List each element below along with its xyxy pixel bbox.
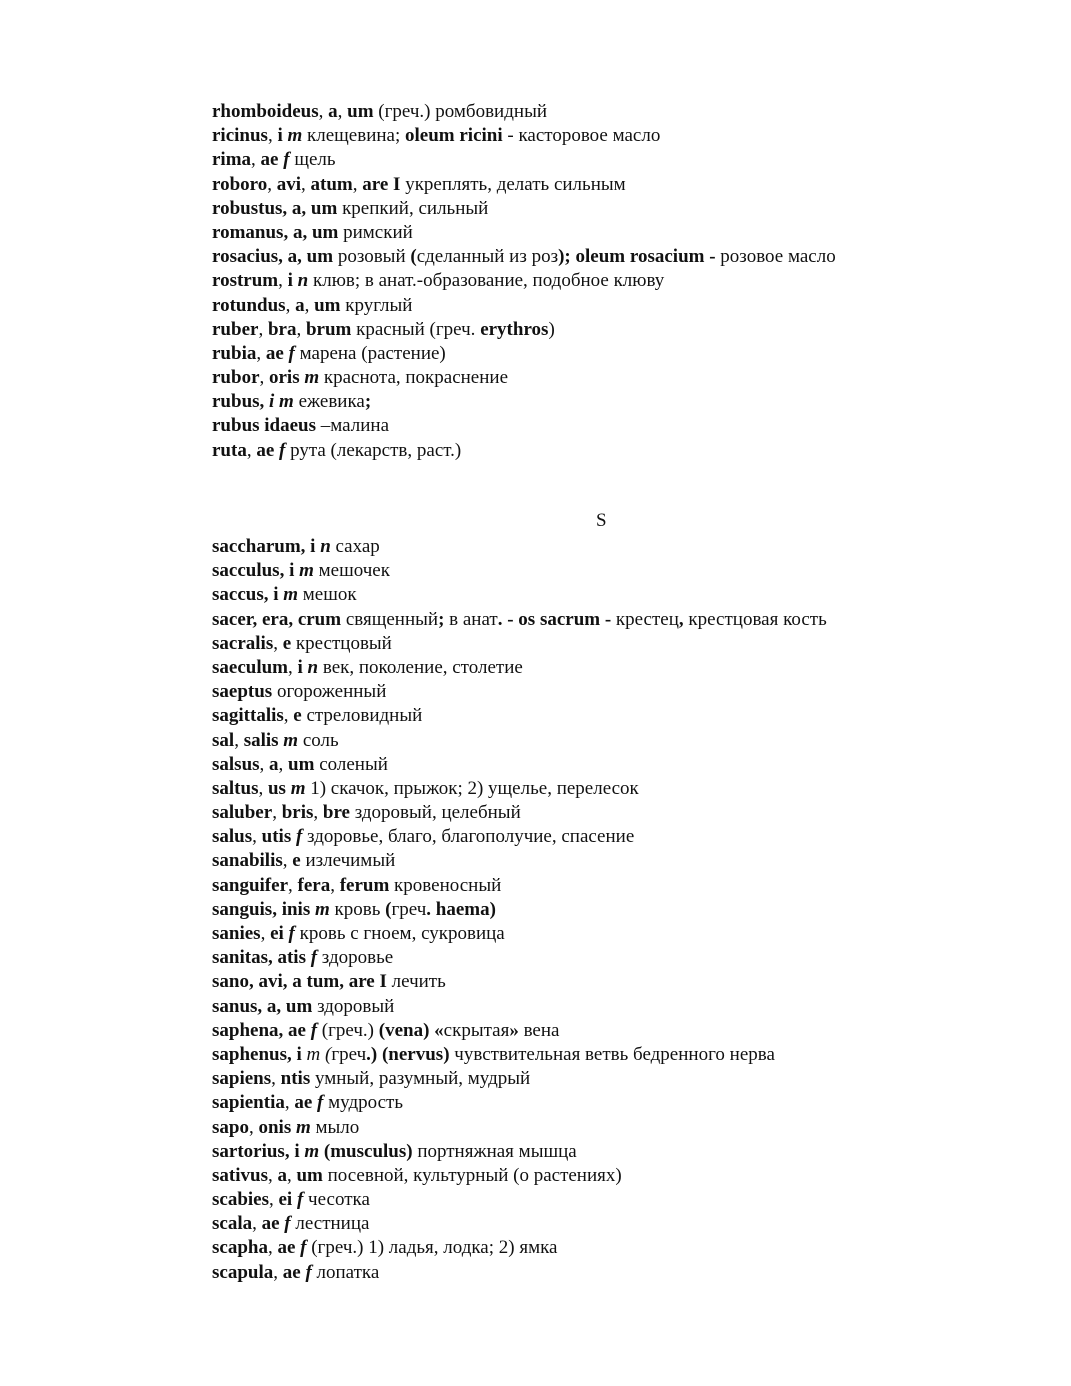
entry-segment: avi	[276, 173, 302, 195]
entry-segment: . haema)	[426, 898, 496, 920]
entry-segment: ;	[438, 608, 445, 630]
entry-segment: ,	[278, 270, 288, 292]
dictionary-entry	[212, 1091, 992, 1115]
dictionary-entry	[212, 221, 992, 245]
dictionary-entry	[212, 1019, 992, 1043]
entry-segment: кровь с гноем, сукровица	[294, 923, 505, 944]
entry-segment: m	[304, 367, 320, 389]
entry-segment: ae	[260, 149, 284, 171]
entry-segment: ,	[352, 173, 363, 195]
entry-segment: кровь	[329, 898, 386, 920]
entry-segment: sapientia	[212, 1092, 285, 1114]
dictionary-entry	[212, 898, 992, 922]
entry-segment: ei	[270, 923, 289, 944]
entry-segment: f	[305, 1261, 312, 1283]
dictionary-entry	[212, 922, 992, 946]
entry-segment: греч	[331, 1043, 367, 1065]
entry-segment: sacer, era, crum	[212, 608, 342, 630]
entry-segment: m (	[306, 1043, 332, 1065]
entry-segment: ,	[248, 1116, 259, 1138]
entry-segment: ae	[265, 342, 289, 364]
entry-segment: римский	[338, 221, 413, 243]
entry-segment: ,	[285, 294, 296, 316]
entry-segment: e	[282, 632, 292, 654]
entry-segment: сделанный из роз	[416, 246, 559, 268]
entry-segment: sano, avi, a tum, are I	[212, 971, 387, 993]
dictionary-entry	[212, 173, 992, 197]
entry-segment: ricinus	[212, 125, 268, 147]
entry-segment: bre	[322, 802, 350, 824]
dictionary-entry	[212, 583, 992, 607]
entry-segment: ,	[273, 1261, 283, 1283]
dictionary-entry	[212, 1164, 992, 1188]
entry-segment: saccus, i	[212, 584, 284, 606]
entry-segment: m	[295, 1116, 311, 1138]
entry-segment: m	[299, 560, 314, 582]
entry-segment: rubus idaeus	[212, 415, 317, 437]
entry-segment: ,	[252, 1213, 262, 1235]
entry-segment: крестцовый	[291, 632, 392, 654]
entry-segment: скрытая	[443, 1019, 510, 1041]
dictionary-entry	[212, 1140, 992, 1164]
entry-segment: здоровый	[312, 995, 395, 1017]
entry-segment: клюв; в анат.-образование, подобное клюву	[308, 270, 665, 292]
entry-segment: ,	[251, 149, 261, 171]
entry-segment: ae	[261, 1213, 285, 1235]
entry-segment: e	[292, 850, 301, 872]
entry-segment: scabies	[212, 1189, 269, 1211]
entry-segment: a	[295, 294, 305, 316]
entry-segment: sacralis	[212, 632, 274, 654]
entry-segment: ,	[267, 1164, 278, 1186]
entry-segment: sanitas, atis	[212, 947, 311, 969]
entry-segment: ,	[330, 874, 340, 896]
entry-segment: brum	[305, 318, 352, 340]
entry-segment: ,	[252, 826, 262, 848]
entry-segment: onis	[258, 1116, 296, 1138]
entry-segment: f	[317, 1092, 324, 1114]
entry-segment: e	[293, 705, 302, 727]
entry-segment: ,	[337, 101, 348, 122]
entry-segment: .) (nervus)	[366, 1043, 450, 1065]
dictionary-entry	[212, 801, 992, 825]
entry-segment: sativus	[212, 1164, 268, 1186]
entry-segment: соль	[298, 729, 339, 751]
entry-segment: ,	[678, 608, 684, 630]
dictionary-entry	[212, 729, 992, 753]
entry-segment: розовое масло	[715, 246, 836, 268]
dictionary-entry	[212, 124, 992, 148]
entry-segment: utis	[261, 826, 296, 848]
entry-segment: f	[300, 1237, 307, 1259]
entry-segment: um	[347, 101, 374, 122]
entry-segment: ntis	[280, 1068, 311, 1090]
entry-segment: здоровье	[317, 947, 394, 969]
entry-segment: умный, разумный, мудрый	[310, 1068, 531, 1090]
entry-segment: a	[328, 101, 338, 122]
dictionary-entry	[212, 318, 992, 342]
entry-segment: scapula	[212, 1261, 274, 1283]
entry-segment: ,	[288, 656, 298, 678]
entry-segment: us	[267, 777, 291, 799]
entry-segment: ); oleum rosacium -	[558, 246, 716, 268]
entry-segment: красный (греч.	[351, 318, 481, 340]
entry-segment: - касторовое масло	[502, 125, 661, 147]
entry-segment: ,	[267, 125, 278, 147]
entry-segment: (vena) «	[378, 1019, 444, 1041]
entry-segment: огороженный	[272, 681, 387, 703]
entry-segment: ,	[288, 874, 298, 896]
entry-segment: ,	[258, 777, 268, 799]
entry-segment: saluber	[212, 802, 273, 824]
dictionary-entry	[212, 559, 992, 583]
entry-segment: rotundus	[212, 294, 286, 316]
entry-segment: sanabilis	[212, 850, 283, 872]
dictionary-entry	[212, 1067, 992, 1091]
dictionary-entry	[212, 874, 992, 898]
entry-segment: в анат	[444, 608, 498, 630]
entry-segment: ,	[267, 1237, 278, 1259]
entry-segment: кровеносный	[389, 874, 502, 896]
entry-segment: священный	[341, 608, 439, 630]
entry-segment: oris	[269, 367, 305, 389]
entry-segment: rubia	[212, 342, 257, 364]
entry-segment: scapha	[212, 1237, 268, 1259]
entry-segment: f	[296, 1189, 304, 1211]
dictionary-entry	[212, 632, 992, 656]
entry-segment: salis	[243, 729, 284, 751]
entry-segment: f	[284, 1213, 291, 1235]
entry-segment: ,	[304, 294, 315, 316]
entry-segment: ei	[278, 1189, 297, 1211]
entry-segment: f	[279, 439, 286, 461]
entry-segment: f	[288, 923, 295, 944]
entry-segment: a	[277, 1164, 287, 1186]
entry-segment: посевной, культурный (о растениях)	[322, 1164, 622, 1186]
entry-segment: лопатка	[311, 1261, 380, 1283]
entry-segment: ,	[246, 439, 257, 461]
dictionary-entry	[212, 946, 992, 970]
entry-segment: sanus, a, um	[212, 995, 313, 1017]
dictionary-entry	[212, 1261, 992, 1285]
entry-segment: ,	[282, 850, 293, 872]
entry-segment: ,	[318, 101, 329, 122]
entry-segment: n	[320, 536, 331, 557]
dictionary-entry	[212, 269, 992, 293]
entry-segment: ежевика	[293, 391, 365, 413]
entry-segment: saphenus, i	[212, 1043, 307, 1065]
entry-segment: круглый	[340, 294, 413, 316]
entry-segment: ,	[273, 632, 283, 654]
dictionary-entry	[212, 1236, 992, 1260]
entry-segment: ,	[296, 318, 306, 340]
dictionary-entry	[212, 1212, 992, 1236]
entry-segment: bris	[281, 802, 314, 824]
entry-segment: rubus,	[212, 391, 270, 413]
entry-segment: f	[295, 826, 303, 848]
entry-segment: rhomboideus	[212, 101, 319, 122]
entry-segment: ae	[282, 1261, 306, 1283]
entry-segment: (греч.) 1) ладья, лодка; 2) ямка	[306, 1237, 558, 1259]
dictionary-entry	[212, 680, 992, 704]
section-letter-heading: S	[596, 510, 607, 531]
dictionary-entry	[212, 100, 992, 124]
entry-segment: (греч.) ромбовидный	[373, 101, 547, 122]
dictionary-entry	[212, 366, 992, 390]
entry-segment: sartorius, i	[212, 1140, 305, 1162]
entry-segment: romanus, a, um	[212, 221, 339, 243]
entry-segment: ,	[313, 802, 323, 824]
entry-segment: sanguis, inis	[212, 898, 315, 920]
entry-segment: m	[287, 125, 303, 147]
dictionary-entry	[212, 970, 992, 994]
entry-segment: saeculum	[212, 656, 288, 678]
entry-segment: здоровый, целебный	[349, 802, 521, 824]
entry-segment: )	[548, 318, 555, 340]
dictionary-entry	[212, 148, 992, 172]
dictionary-entry	[212, 825, 992, 849]
entry-segment: чувствительная ветвь бедренного нерва	[449, 1043, 775, 1065]
entry-segment: m	[283, 584, 299, 606]
entry-segment: ,	[269, 1189, 279, 1211]
entry-segment: крестец	[611, 608, 679, 630]
entry-segment: m	[283, 729, 299, 751]
entry-segment: sal	[212, 729, 235, 751]
entry-segment: are I	[362, 173, 401, 195]
entry-segment: saphena, ae	[212, 1019, 311, 1041]
entry-segment: um	[288, 753, 315, 775]
entry-segment: roboro	[212, 173, 268, 195]
dictionary-entry	[212, 704, 992, 728]
entry-segment: ruber	[212, 318, 259, 340]
entry-segment: мыло	[310, 1116, 360, 1138]
section-s-entries	[212, 535, 992, 1285]
entry-segment: »	[509, 1019, 519, 1041]
dictionary-entry	[212, 245, 992, 269]
entry-segment: ruta	[212, 439, 247, 461]
entry-segment: saccharum, i	[212, 536, 321, 557]
entry-segment: i m	[269, 391, 294, 413]
entry-segment: rima	[212, 149, 252, 171]
entry-segment: um	[314, 294, 341, 316]
entry-segment: крепкий, сильный	[337, 197, 489, 219]
entry-segment: мешок	[298, 584, 357, 606]
entry-segment: ,	[284, 1092, 295, 1114]
entry-segment: ,	[283, 705, 294, 727]
entry-segment: ,	[256, 342, 266, 364]
entry-segment: n	[307, 656, 319, 678]
entry-segment: f	[288, 342, 295, 364]
entry-segment: век, поколение, столетие	[318, 656, 523, 678]
entry-segment: um	[296, 1164, 323, 1186]
entry-segment: розовый	[333, 246, 411, 268]
entry-segment: sapo	[212, 1116, 249, 1138]
dictionary-entry	[212, 1188, 992, 1212]
entry-segment: стреловидный	[301, 705, 423, 727]
entry-segment: m	[304, 1140, 320, 1162]
entry-segment: ,	[286, 1164, 297, 1186]
entry-segment: (	[385, 898, 392, 920]
entry-segment: ,	[278, 753, 289, 775]
entry-segment: ;	[364, 391, 372, 413]
entry-segment: sapiens	[212, 1068, 272, 1090]
entry-segment: (musculus)	[319, 1140, 413, 1162]
entry-segment: robustus, a, um	[212, 197, 338, 219]
entry-segment: saeptus	[212, 681, 273, 703]
entry-segment: краснота, покраснение	[319, 367, 509, 389]
entry-segment: ae	[294, 1092, 318, 1114]
entry-segment: рута (лекарств, раст.)	[285, 439, 462, 461]
entry-segment: n	[297, 270, 309, 292]
entry-segment: saltus	[212, 777, 259, 799]
entry-segment: rostrum	[212, 270, 279, 292]
entry-segment: портняжная мышца	[412, 1140, 577, 1162]
entry-segment: лечить	[386, 971, 446, 993]
entry-segment: ,	[271, 1068, 281, 1090]
entry-segment: sanguifer	[212, 874, 288, 896]
entry-segment: i	[287, 270, 298, 292]
dictionary-entry	[212, 753, 992, 777]
entry-segment: bra	[267, 318, 297, 340]
entry-segment: sanies	[212, 923, 261, 944]
entry-segment: ,	[258, 318, 268, 340]
dictionary-entry	[212, 535, 992, 559]
entry-segment: m	[290, 777, 306, 799]
entry-segment: ,	[259, 753, 270, 775]
entry-segment: f	[310, 1019, 318, 1041]
entry-segment: . - os sacrum -	[497, 608, 612, 630]
entry-segment: щель	[289, 149, 336, 171]
entry-segment: лестница	[290, 1213, 370, 1235]
dictionary-entry	[212, 439, 992, 463]
entry-segment: (греч.)	[317, 1019, 379, 1041]
entry-segment: ferum	[339, 874, 390, 896]
dictionary-entry	[212, 197, 992, 221]
entry-segment: 1) скачок, прыжок; 2) ущелье, перелесок	[305, 777, 639, 799]
entry-segment: ,	[260, 923, 271, 944]
dictionary-entry	[212, 390, 992, 414]
entry-segment: мешочек	[313, 560, 390, 582]
entry-segment: излечимый	[300, 850, 396, 872]
entry-segment: ae	[256, 439, 280, 461]
entry-segment: salus	[212, 826, 253, 848]
dictionary-entry	[212, 1116, 992, 1140]
entry-segment: ,	[259, 367, 269, 389]
entry-segment: oleum ricini	[405, 125, 503, 147]
entry-segment: ,	[301, 173, 311, 195]
entry-segment: f	[283, 149, 290, 171]
entry-segment: erythros	[480, 318, 549, 340]
entry-segment: чесотка	[303, 1189, 370, 1211]
entry-segment: ae	[277, 1237, 301, 1259]
entry-segment: sagittalis	[212, 705, 284, 727]
entry-segment: rosacius, a, um	[212, 246, 334, 268]
entry-segment: соленый	[314, 753, 388, 775]
entry-segment: ,	[272, 802, 282, 824]
entry-segment: (	[410, 246, 417, 268]
dictionary-entry	[212, 995, 992, 1019]
entry-segment: клещевина;	[302, 125, 405, 147]
entry-segment: сахар	[330, 536, 380, 557]
entry-segment: sacculus, i	[212, 560, 300, 582]
dictionary-entry	[212, 342, 992, 366]
dictionary-entry	[212, 656, 992, 680]
entry-segment: m	[314, 898, 330, 920]
entry-segment: вена	[518, 1019, 560, 1041]
dictionary-entry	[212, 414, 992, 438]
entry-segment: греч	[391, 898, 427, 920]
entry-segment: i	[277, 125, 288, 147]
entry-segment: rubor	[212, 367, 260, 389]
entry-segment: укреплять, делать сильным	[400, 173, 626, 195]
entry-segment: fera	[297, 874, 331, 896]
dictionary-entry	[212, 1043, 992, 1067]
entry-segment: –малина	[316, 415, 390, 437]
entry-segment: крестцовая кость	[683, 608, 827, 630]
entry-segment: здоровье, благо, благополучие, спасение	[302, 826, 635, 848]
entry-segment: i	[297, 656, 308, 678]
section-r-entries	[212, 100, 992, 463]
entry-segment: f	[310, 947, 318, 969]
entry-segment: ,	[234, 729, 244, 751]
entry-segment: atum	[310, 173, 353, 195]
dictionary-entry	[212, 608, 992, 632]
entry-segment: ,	[267, 173, 277, 195]
dictionary-entry	[212, 849, 992, 873]
entry-segment: scala	[212, 1213, 253, 1235]
entry-segment: salsus	[212, 753, 260, 775]
entry-segment: a	[269, 753, 279, 775]
entry-segment: марена (растение)	[294, 342, 446, 364]
dictionary-entry	[212, 294, 992, 318]
dictionary-entry	[212, 777, 992, 801]
entry-segment: мудрость	[323, 1092, 403, 1114]
